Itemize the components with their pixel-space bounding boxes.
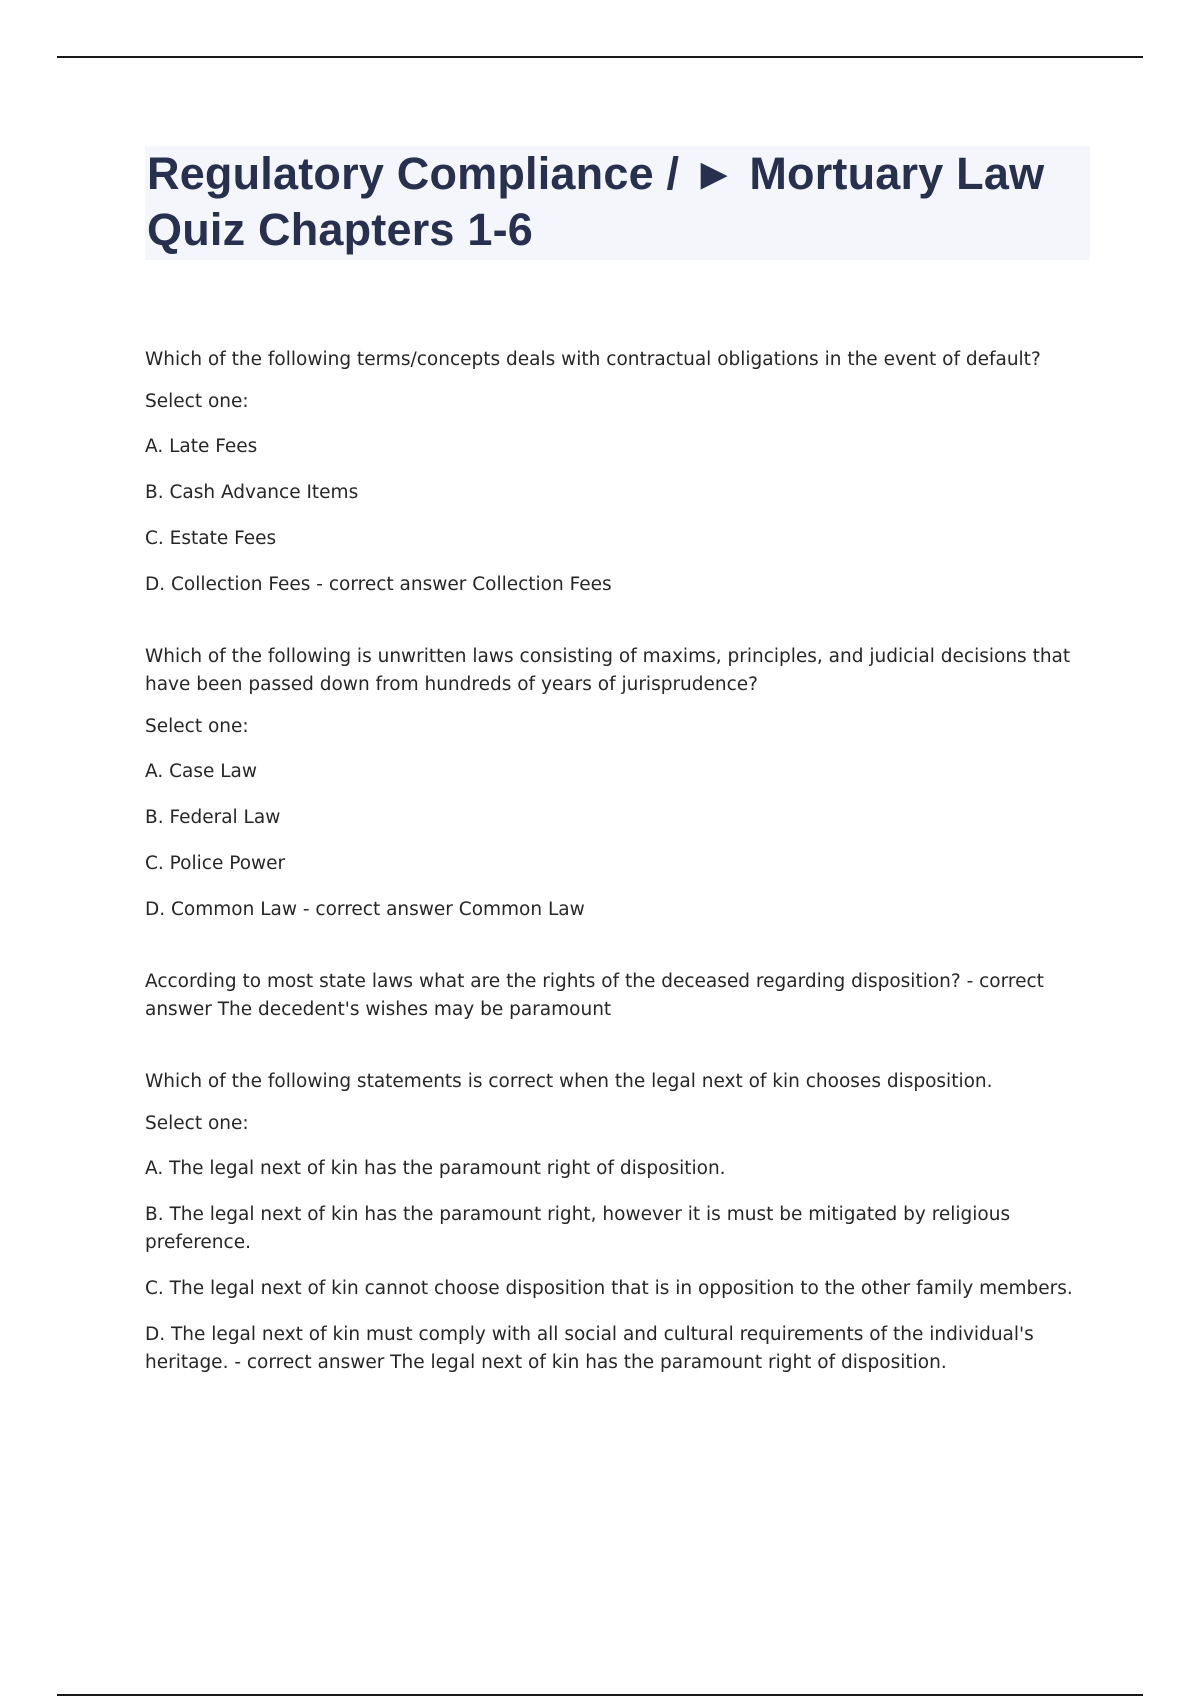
option-a: A. Late Fees [145,436,258,457]
question-3 [145,968,1090,1024]
header-rule [57,56,1143,58]
question-text: Which of the following terms/concepts deals with contractual obligations in the event of default? [145,349,1041,370]
option-c: C. Estate Fees [145,528,277,549]
question-text: Which of the following is unwritten laws consisting of maxims, principles, and judicial decisions that have been passed down from hundreds of years of jurisprudence? [145,646,1071,695]
question-4 [145,1068,1090,1377]
option-a: A. Case Law [145,761,258,782]
option-c: C. Police Power [145,853,286,874]
document-body [145,146,1090,1421]
option-b: B. Federal Law [145,807,281,828]
option-b: B. Cash Advance Items [145,482,359,503]
page-title: Regulatory Compliance / ► Mortuary Law Quiz Chapters 1-6 [147,148,1045,255]
option-d: D. The legal next of kin must comply with all social and cultural requirements of the individual's heritage. - correct answer The legal next of kin has the paramount right of disposition. [145,1324,1034,1373]
option-d: D. Collection Fees - correct answer Collection Fees [145,574,612,595]
option-c: C. The legal next of kin cannot choose disposition that is in opposition to the other family members. [145,1278,1073,1299]
question-text: According to most state laws what are the rights of the deceased regarding disposition? - correct answer The decedent's wishes may be paramount [145,971,1044,1020]
question-1 [145,346,1090,599]
select-one-label: Select one: [145,1113,249,1134]
question-list [145,346,1090,1377]
question-2 [145,643,1090,924]
select-one-label: Select one: [145,391,249,412]
option-d: D. Common Law - correct answer Common Law [145,899,585,920]
title-block [145,146,1090,260]
question-text: Which of the following statements is correct when the legal next of kin chooses disposition. [145,1071,993,1092]
footer-rule [57,1694,1143,1696]
option-b: B. The legal next of kin has the paramount right, however it is must be mitigated by religious preference. [145,1204,1011,1253]
option-a: A. The legal next of kin has the paramount right of disposition. [145,1158,726,1179]
select-one-label: Select one: [145,716,249,737]
